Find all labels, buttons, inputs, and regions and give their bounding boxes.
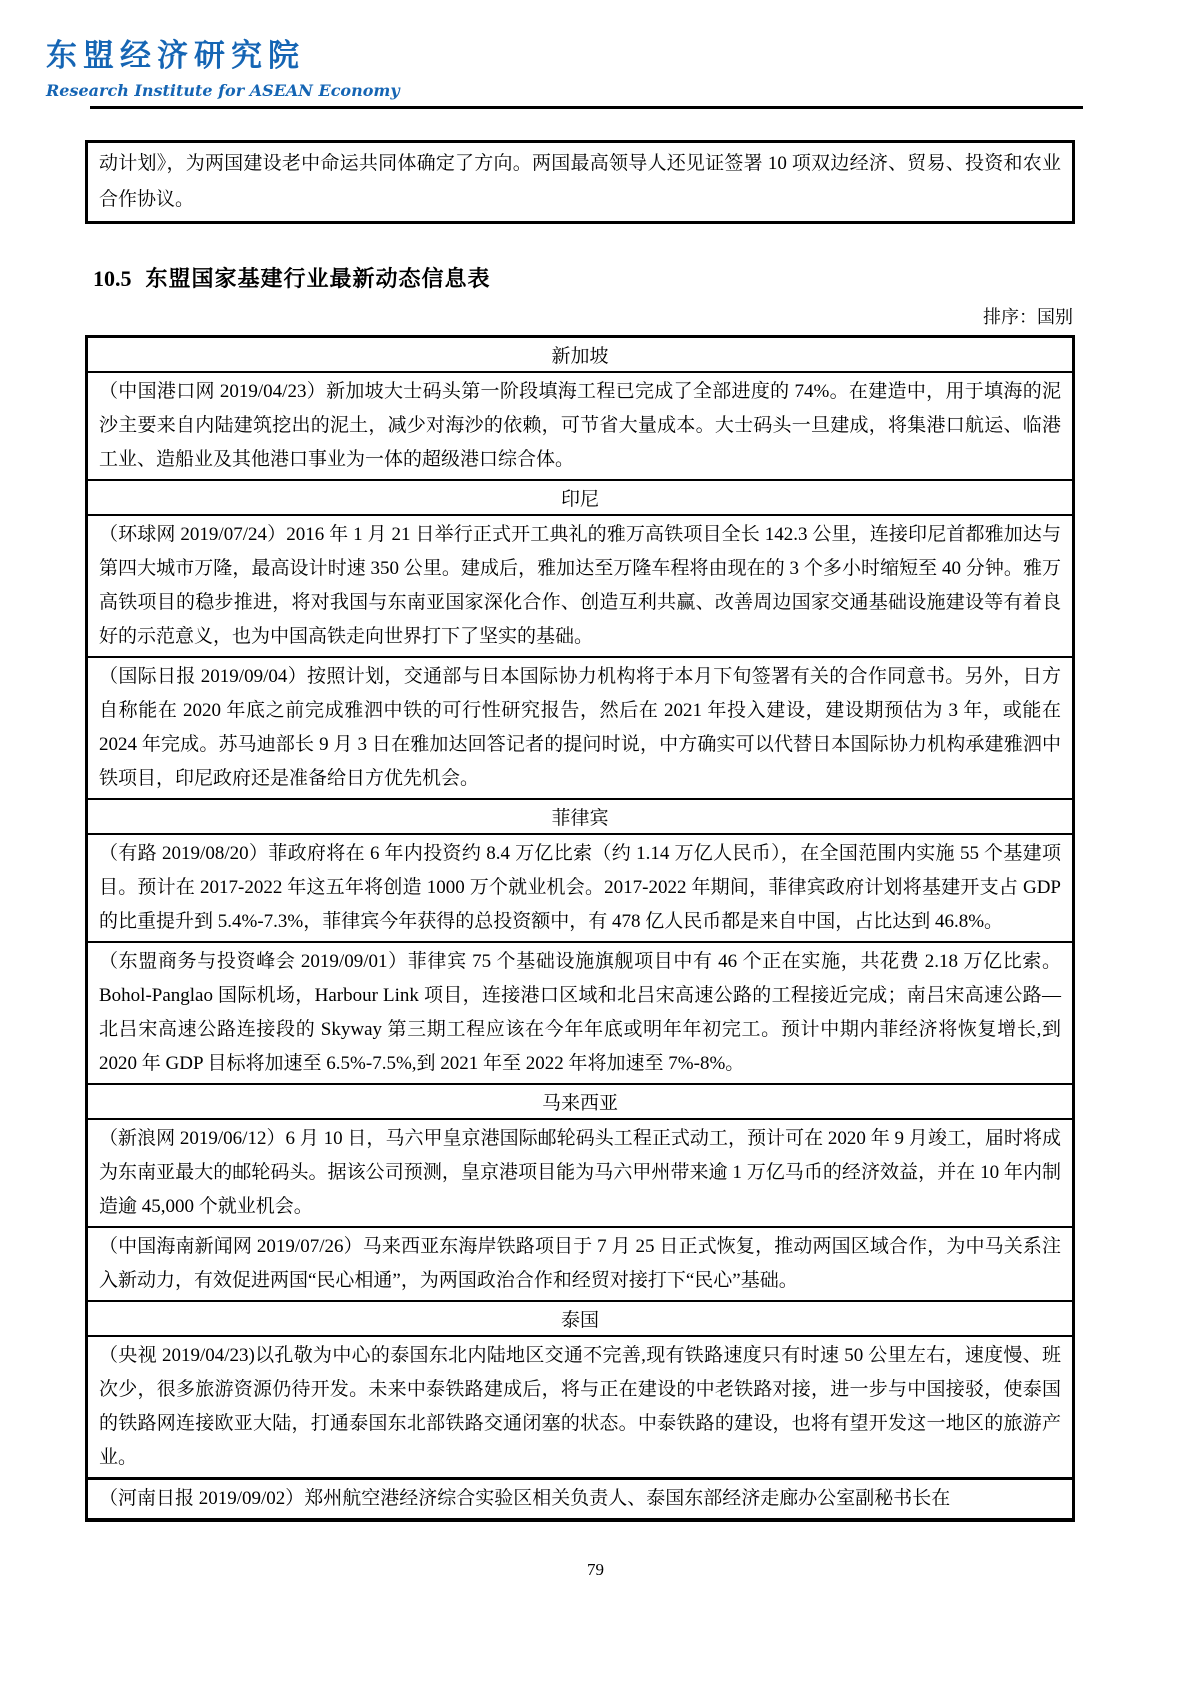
intro-continuation-box [85,140,1075,224]
news-cell-indonesia-1: （环球网 2019/07/24）2016 年 1 月 21 日举行正式开工典礼的雅万高铁项目全长 142.3 公里，连接印尼首都雅加达与第四大城市万隆，最高设计时速 350 公里。建成后，雅加达至万隆车程将由现在的 3 个多小时缩短至 40 分钟。雅万高铁项目的稳步推进，将对我国与东南亚国家深化合作、创造互利共赢、改善周边国家交通基础设施建设等有着良好的示范意义，也为中国高铁走向世界打下了坚实的基础。 [87,515,1074,657]
country-header-row [87,480,1074,515]
news-cell-thailand-1: （央视 2019/04/23)以孔敬为中心的泰国东北内陆地区交通不完善,现有铁路速度只有时速 50 公里左右，速度慢、班次少，很多旅游资源仍待开发。未来中泰铁路建成后，将与正在建设的中老铁路对接，进一步与中国接驳，使泰国的铁路网连接欧亚大陆，打通泰国东北部铁路交通闭塞的状态。中泰铁路的建设，也将有望开发这一地区的旅游产业。 [87,1336,1074,1479]
news-cell-malaysia-1: （新浪网 2019/06/12）6 月 10 日，马六甲皇京港国际邮轮码头工程正式动工，预计可在 2020 年 9 月竣工，届时将成为东南亚最大的邮轮码头。据该公司预测，皇京港项目能为马六甲州带来逾 1 万亿马币的经济效益，并在 10 年内制造逾 45,000 个就业机会。 [87,1119,1074,1227]
news-cell-thailand-2 [87,1479,1074,1521]
intro-text: 动计划》，为两国建设老中命运共同体确定了方向。两国最高领导人还见证签署 10 项双边经济、贸易、投资和农业合作协议。 [99,153,1061,210]
news-cell-philippines-1: （有路 2019/08/20）菲政府将在 6 年内投资约 8.4 万亿比索（约 1.14 万亿人民币），在全国范围内实施 55 个基建项目。预计在 2017-2022 年这五年将创造 1000 万个就业机会。2017-2022 年期间，菲律宾政府计划将基建开支占 GDP 的比重提升到 5.4%-7.3%，菲律宾今年获得的总投资额中，有 478 亿人民币都是来自中国，占比达到 46.8%。 [87,834,1074,942]
country-label-philippines: 菲律宾 [87,799,1074,834]
logo-text-chinese: 东盟经济研究院 [46,38,305,74]
news-cell-malaysia-2: （中国海南新闻网 2019/07/26）马来西亚东海岸铁路项目于 7 月 25 日正式恢复，推动两国区域合作，为中马关系注入新动力，有效促进两国“民心相通”，为两国政治合作和经贸对接打下“民心”基础。 [87,1227,1074,1301]
news-cell-indonesia-2: （国际日报 2019/09/04）按照计划，交通部与日本国际协力机构将于本月下旬签署有关的合作同意书。另外，日方自称能在 2020 年底之前完成雅泗中铁的可行性研究报告，然后在 2021 年投入建设，建设期预估为 3 年，或能在 2024 年完成。苏马迪部长 9 月 3 日在雅加达回答记者的提问时说，中方确实可以代替日本国际协力机构承建雅泗中铁项目，印尼政府还是准备给日方优先机会。 [87,657,1074,799]
country-label-singapore: 新加坡 [87,337,1074,373]
country-header-row [87,799,1074,834]
country-label-malaysia: 马来西亚 [87,1084,1074,1119]
table-row [87,834,1074,942]
table-row-page-break [87,1479,1074,1521]
table-row [87,1119,1074,1227]
table-row [87,942,1074,1084]
table-row [87,372,1074,480]
news-cell-singapore-1: （中国港口网 2019/04/23）新加坡大士码头第一阶段填海工程已完成了全部进度的 74%。在建造中，用于填海的泥沙主要来自内陆建筑挖出的泥土，减少对海沙的依赖，可节省大量成本。大士码头一旦建成，将集港口航运、临港工业、造船业及其他港口事业为一体的超级港口综合体。 [87,372,1074,480]
section-heading [93,262,1075,293]
sort-note: 排序：国别 [983,307,1073,327]
table-row [87,1227,1074,1301]
section-number: 10.5 [93,266,132,291]
country-header-row [87,1301,1074,1336]
table-row [87,657,1074,799]
section-title-text: 东盟国家基建行业最新动态信息表 [145,266,491,291]
clipped-text: （河南日报 2019/09/02）郑州航空港经济综合实验区相关负责人、泰国东部经济走廊办公室副秘书长在 [99,1488,951,1509]
country-label-indonesia: 印尼 [87,480,1074,515]
header-divider [90,106,1083,109]
news-table [85,335,1075,1522]
country-header-row [87,1084,1074,1119]
page-content [85,140,1075,1522]
table-row [87,515,1074,657]
news-cell-philippines-2: （东盟商务与投资峰会 2019/09/01）菲律宾 75 个基础设施旗舰项目中有 46 个正在实施，共花费 2.18 万亿比索。Bohol-Panglao 国际机场，Harbour Link 项目，连接港口区域和北吕宋高速公路的工程接近完成；南吕宋高速公路—北吕宋高速公路连接段的 Skyway 第三期工程应该在今年年底或明年年初完工。预计中期内菲经济将恢复增长,到 2020 年 GDP 目标将加速至 6.5%-7.5%,到 2021 年至 2022 年将加速至 7%-8%。 [87,942,1074,1084]
table-row [87,1336,1074,1479]
page-number: 79 [587,1560,604,1579]
country-header-row [87,337,1074,373]
header [46,30,400,100]
logo-text-english: Research Institute for ASEAN Economy [46,81,400,100]
country-label-thailand: 泰国 [87,1301,1074,1336]
